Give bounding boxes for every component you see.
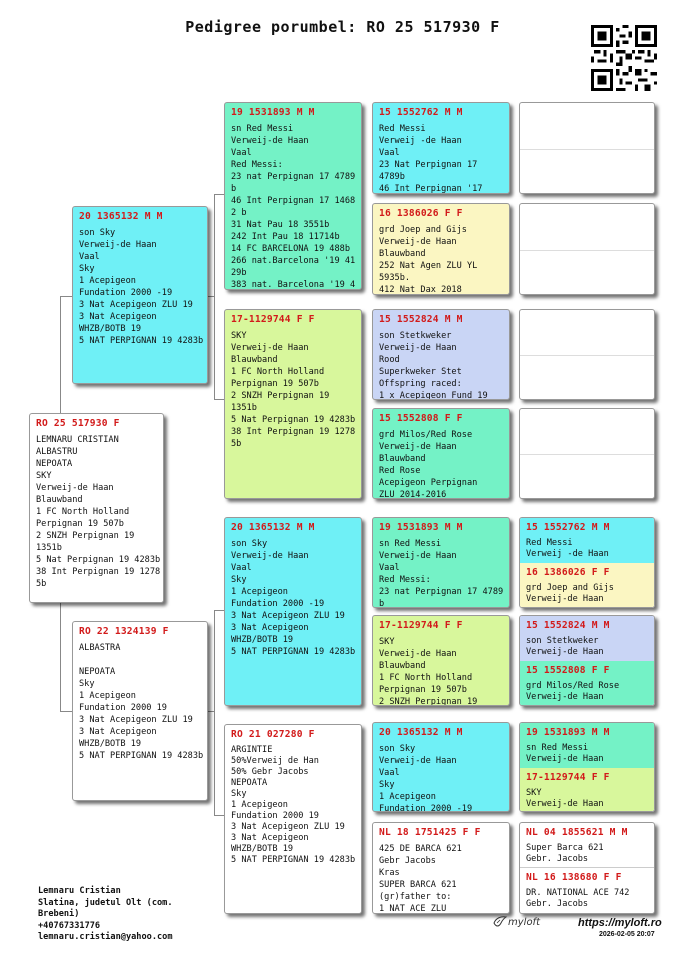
info-line: WHZB/BOTB 19 [79, 324, 142, 334]
ring-number: 16 1386026 F F [379, 208, 463, 219]
info-line: 46 Int Perpignan '17 [379, 184, 483, 194]
info-line: 2 SNZH Perpignan 19 [231, 391, 330, 401]
info-line: Verweij-de Haan [79, 240, 157, 250]
owner-contact [38, 886, 173, 944]
info-line: Super Barca 621 [526, 843, 604, 853]
ring-number: 15 1552824 M M [526, 620, 610, 631]
ring-number: RO 21 027280 F [231, 729, 315, 740]
info-line: WHZB/BOTB 19 [231, 635, 294, 645]
ring-number: 20 1365132 M M [231, 522, 315, 533]
info-line: 5935b. [379, 273, 411, 283]
info-line: 3 Nat Acepigeon ZLU 19 [79, 300, 193, 310]
info-line: 1 Acepigeon [231, 587, 288, 597]
info-line: 2 b [231, 208, 247, 218]
info-line: 1 x Acepigeon Fund 19 [379, 391, 488, 400]
ring-number: 15 1552762 M M [379, 107, 463, 118]
info-line: 1 FC North Holland [231, 367, 325, 377]
info-line: 23 Nat Perpignan 17 [379, 160, 478, 170]
info-line: 5 NAT PERPIGNAN 19 4283b [79, 751, 204, 761]
info-line: 425 DE BARCA 621 [379, 844, 462, 854]
info-line: Verweij-de Haan [231, 551, 309, 561]
info-line: Sky [231, 575, 247, 585]
info-line: son Stetkweker [526, 636, 599, 646]
info-line: 23 nat Perpignan 17 4789 [379, 587, 504, 597]
info-line: 1 Acepigeon [231, 800, 288, 810]
info-line: Red Messi: [231, 160, 283, 170]
dam-dam-card[interactable] [224, 724, 362, 914]
ancestor-card[interactable] [372, 309, 510, 400]
info-line: 1 NAT ACE ZLU [379, 904, 447, 914]
ring-number: 19 1531893 M M [379, 522, 463, 533]
info-line: 266 nat.Barcelona '19 41 [231, 256, 356, 266]
info-line: Verweij -de Haan [379, 136, 462, 146]
sire-dam-card[interactable] [224, 309, 362, 499]
info-line: Fundation 2000 -19 [379, 804, 473, 812]
print-date: 2026-02-05 20:07 [599, 931, 655, 938]
info-line: SKY [526, 788, 542, 798]
info-line: 412 Nat Dax 2018 [379, 285, 462, 295]
pigeon-logo-icon [492, 914, 508, 930]
info-line: son Sky [231, 539, 268, 549]
info-line: ZLU 2014-2016 [379, 490, 447, 499]
ancestor-card[interactable] [372, 102, 510, 194]
info-line: Offspring raced: [379, 379, 462, 389]
info-line: 3 Nat Acepigeon [231, 833, 309, 843]
info-line: Verweij-de Haan [526, 594, 604, 604]
subject-pigeon-card[interactable] [29, 413, 164, 603]
connector-line [214, 610, 224, 611]
info-line: SKY [379, 637, 395, 647]
ring-number: 17-1129744 F F [379, 620, 463, 631]
info-line: Verweij-de Haan [231, 136, 309, 146]
info-line: Blauwband [379, 249, 426, 259]
owner-phone: +40767331776 [38, 920, 101, 931]
info-line: 5 NAT PERPIGNAN 19 4283b [231, 647, 356, 657]
info-line: Blauwband [36, 495, 83, 505]
info-line: 1351b [231, 403, 257, 413]
info-line: Verweij-de Haan [526, 647, 604, 657]
info-line: (gr)father to: [379, 892, 452, 902]
ancestor-card[interactable] [372, 203, 510, 295]
info-line: SKY [36, 471, 52, 481]
info-line: Verweij-de Haan [379, 343, 457, 353]
info-line: 14 FC BARCELONA 19 488b [231, 244, 350, 254]
sire-sire-card[interactable] [224, 102, 362, 290]
info-line: grd Milos/Red Rose [526, 681, 620, 691]
connector-line [60, 296, 72, 297]
info-line: 5b [231, 439, 242, 449]
ring-number: 15 1552762 M M [526, 522, 610, 533]
info-line: 3 Nat Acepigeon ZLU 19 [231, 611, 345, 621]
owner-address: Brebeni) [38, 909, 80, 919]
info-line: 3 Nat Acepigeon [231, 623, 309, 633]
info-line: Perpignan 19 507b [36, 519, 124, 529]
sire-card[interactable] [72, 206, 208, 384]
info-line: 5 NAT PERPIGNAN 19 4283b [79, 336, 204, 346]
info-line: DR. NATIONAL ACE 742 [526, 888, 630, 898]
empty-ancestor-card [519, 102, 655, 194]
info-line: Acepigeon Perpignan [379, 478, 478, 488]
info-line: 1 Acepigeon [79, 691, 136, 701]
info-line: Red Messi [526, 538, 573, 548]
info-line: Vaal [379, 563, 400, 573]
ring-number: 17-1129744 F F [231, 314, 315, 325]
ring-number: 15 1552808 F F [526, 665, 610, 676]
info-line: sn Red Messi [526, 743, 589, 753]
qr-code-icon [591, 25, 657, 91]
info-line: Fundation 2000 19 [79, 703, 167, 713]
connector-line [214, 399, 224, 400]
info-line: Verweij-de Haan [526, 692, 604, 702]
info-line: Red Messi: [379, 575, 431, 585]
ring-number: 15 1552824 M M [379, 314, 463, 325]
info-line: 38 Int Perpignan 19 1278 [231, 427, 356, 437]
info-line: 1351b [36, 543, 62, 553]
info-line: Verweij-de Haan [526, 754, 604, 764]
info-line: ALBASTRU [36, 447, 78, 457]
connector-line [214, 194, 224, 195]
info-line: Sky [379, 780, 395, 790]
info-line: Sky [79, 679, 95, 689]
info-line: 252 Nat Agen ZLU YL [379, 261, 478, 271]
info-line: 1 FC North Holland [36, 507, 130, 517]
info-line: Verweij -de Haan [526, 549, 609, 559]
ring-number: 20 1365132 M M [79, 211, 163, 222]
info-line: 3 Nat Acepigeon ZLU 19 [79, 715, 193, 725]
info-line: 1 Acepigeon [379, 792, 436, 802]
ring-number: RO 25 517930 F [36, 418, 120, 429]
info-line: Perpignan 19 507b [379, 685, 467, 695]
info-line: Verweij-de Haan [379, 551, 457, 561]
ring-number: 17-1129744 F F [526, 772, 610, 783]
ring-number: NL 16 138680 F F [526, 872, 622, 883]
connector-line [214, 610, 215, 815]
ancestor-pair-card[interactable] [519, 822, 655, 914]
info-line: 31 Nat Pau 18 3551b [231, 220, 330, 230]
owner-address: Slatina, judetul Olt (com. [38, 897, 173, 908]
website-link[interactable]: https://myloft.ro [578, 917, 662, 929]
info-line: Red Messi [379, 124, 426, 134]
info-line: grd Joep and Gijs [379, 225, 467, 235]
info-line: 23 nat Perpignan 17 4789 [231, 172, 356, 182]
ancestor-card[interactable] [372, 822, 510, 914]
info-line: son Sky [379, 744, 416, 754]
ancestor-card[interactable] [372, 517, 510, 608]
info-line: son Stetkweker [379, 331, 452, 341]
info-line: Vaal [231, 148, 252, 158]
brand-logo: myloft [508, 917, 540, 928]
ancestor-pair-card[interactable] [519, 722, 655, 812]
info-line: Fundation 2000 19 [231, 811, 319, 821]
info-line: sn Red Messi [379, 539, 442, 549]
info-line: Vaal [379, 148, 400, 158]
info-line: Blauwband [379, 454, 426, 464]
info-line: b [231, 184, 237, 194]
connector-line [60, 296, 61, 413]
info-line: Red Rose [379, 466, 421, 476]
info-line: 5 NAT PERPIGNAN 19 4283b [231, 855, 356, 865]
dam-card[interactable] [72, 621, 208, 801]
info-line: 4789b [379, 172, 405, 182]
info-line: son Sky [79, 228, 116, 238]
info-line: Blauwband [379, 661, 426, 671]
info-line: Vaal [379, 768, 400, 778]
info-line: NEPOATA [231, 778, 268, 788]
info-line: 3 Nat Acepigeon [79, 312, 157, 322]
info-line: 50% Gebr Jacobs [231, 767, 309, 777]
ring-number: 20 1365132 M M [379, 727, 463, 738]
info-line: Sky [231, 789, 247, 799]
info-line: 2 SNZH Perpignan 19 [379, 697, 478, 706]
info-line: Perpignan 19 507b [231, 379, 319, 389]
info-line: 2 SNZH Perpignan 19 [36, 531, 135, 541]
info-line: Vaal [231, 563, 252, 573]
info-line: Blauwband [231, 355, 278, 365]
info-line: SUPER BARCA 621 [379, 880, 457, 890]
info-line [79, 654, 202, 666]
ring-number: NL 04 1855621 M M [526, 827, 628, 838]
page-title: Pedigree porumbel: RO 25 517930 F [185, 18, 500, 36]
info-line: 29b [231, 268, 247, 278]
info-line: ARGINTIE [231, 745, 273, 755]
empty-ancestor-card [519, 203, 655, 295]
owner-email[interactable]: lemnaru.cristian@yahoo.com [38, 932, 173, 942]
info-line: Fundation 2000 -19 [231, 599, 325, 609]
ring-number: 15 1552808 F F [379, 413, 463, 424]
info-line: b [379, 599, 385, 608]
info-line: 46 Int Perpignan 17 1468 [231, 196, 356, 206]
info-line: NEPOATA [36, 459, 73, 469]
info-line: Gebr Jacobs [379, 856, 436, 866]
connector-line [60, 603, 61, 711]
info-line: Rood [379, 355, 400, 365]
empty-ancestor-card [519, 309, 655, 400]
connector-line [214, 815, 224, 816]
info-line: Sky [79, 264, 95, 274]
ring-number: 19 1531893 M M [231, 107, 315, 118]
ancestor-pair-card[interactable] [519, 615, 655, 706]
ring-number: RO 22 1324139 F [79, 626, 169, 637]
info-line: Verweij-de Haan [379, 237, 457, 247]
info-line: 5b [36, 579, 47, 589]
info-line: 3 Nat Acepigeon ZLU 19 [231, 822, 345, 832]
info-line: Gebr. Jacobs [526, 899, 589, 909]
info-line: WHZB/BOTB 19 [231, 844, 294, 854]
dam-sire-card[interactable] [224, 517, 362, 706]
owner-name: Lemnaru Cristian [38, 886, 121, 896]
info-line: 5 Nat Perpignan 19 4283b [36, 555, 161, 565]
info-line: 3 Nat Acepigeon [79, 727, 157, 737]
info-line: 38 Int Perpignan 19 1278 [36, 567, 161, 577]
info-line: 242 Int Pau 18 11714b [231, 232, 340, 242]
info-line: NEPOATA [79, 667, 116, 677]
ring-number: 19 1531893 M M [526, 727, 610, 738]
ring-number: NL 18 1751425 F F [379, 827, 481, 838]
info-line: grd Milos/Red Rose [379, 430, 473, 440]
connector-line [208, 296, 215, 297]
info-line: Fundation 2000 -19 [79, 288, 173, 298]
info-line: 1 FC North Holland [379, 673, 473, 683]
info-line: 1 Acepigeon [79, 276, 136, 286]
info-line: LEMNARU CRISTIAN [36, 435, 119, 445]
ancestor-pair-card[interactable] [519, 517, 655, 608]
connector-line [60, 711, 72, 712]
info-line: 5 Nat Perpignan 19 4283b [231, 415, 356, 425]
info-line: grd Joep and Gijs [526, 583, 614, 593]
info-line: Verweij-de Haan [526, 799, 604, 809]
info-line: 383 nat. Barcelona '19 4 [231, 280, 356, 290]
ring-number: 16 1386026 F F [526, 567, 610, 578]
connector-line [208, 711, 215, 712]
info-line: Verweij-de Haan [231, 343, 309, 353]
info-line: Verweij-de Haan [36, 483, 114, 493]
empty-ancestor-card [519, 408, 655, 499]
info-line: WHZB/BOTB 19 [79, 739, 142, 749]
info-line: Verweij-de Haan [379, 442, 457, 452]
info-line: Superkweker Stet [379, 367, 462, 377]
info-line: Kras [379, 868, 400, 878]
info-line: sn Red Messi [231, 124, 294, 134]
ancestor-card[interactable] [372, 722, 510, 812]
ancestor-card[interactable] [372, 615, 510, 706]
info-line: Verweij-de Haan [379, 756, 457, 766]
info-line: Verweij-de Haan [379, 649, 457, 659]
info-line: SKY [231, 331, 247, 341]
info-line: Vaal [79, 252, 100, 262]
info-line: ALBASTRA [79, 643, 121, 653]
ancestor-card[interactable] [372, 408, 510, 499]
info-line: 50%Verweij de Han [231, 756, 319, 766]
info-line: Gebr. Jacobs [526, 854, 589, 864]
